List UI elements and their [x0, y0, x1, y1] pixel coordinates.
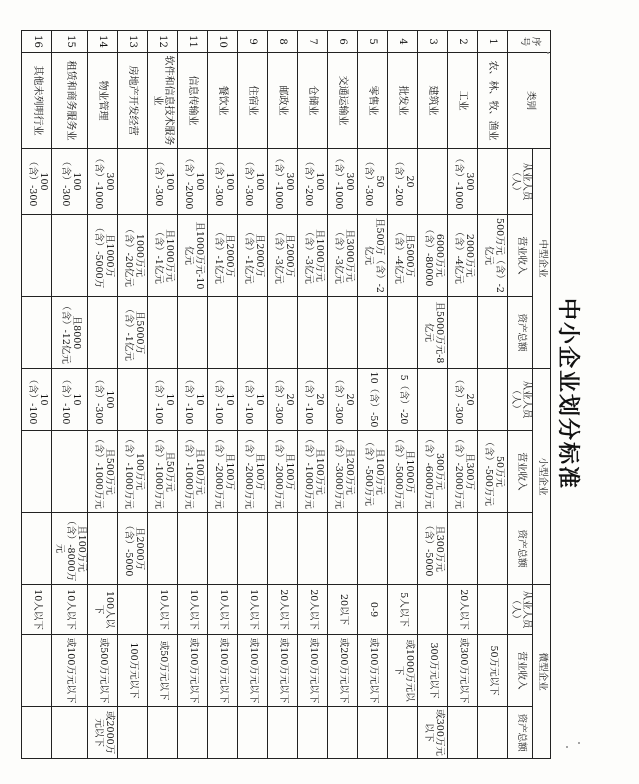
- row-number: 3: [418, 31, 448, 53]
- row-category: 工业: [448, 53, 478, 149]
- micro-employees: 10人以下: [52, 585, 88, 635]
- micro-employees: 5人以下: [388, 585, 418, 635]
- row-category: 餐饮业: [208, 53, 238, 149]
- category-header: 类别: [508, 53, 551, 149]
- micro-employees: [418, 585, 448, 635]
- medium-assets: [148, 297, 178, 369]
- micro-employees: 10人以下: [238, 585, 268, 635]
- row-category: 批发业: [388, 53, 418, 149]
- medium-assets: [178, 297, 208, 369]
- micro-employees-header: 从业人员（人）: [508, 585, 533, 635]
- row-category: 零售业: [358, 53, 388, 149]
- row-category: 物业管理: [88, 53, 118, 149]
- small-revenue: 且200万元（含）-3000万元: [328, 431, 358, 513]
- row-number: 1: [478, 31, 508, 53]
- small-employees-header: 从业人员（人）: [508, 369, 533, 431]
- micro-assets: [328, 707, 358, 759]
- small-assets: [22, 513, 52, 585]
- row-number: 16: [22, 31, 52, 53]
- micro-revenue: 或50万元以下: [148, 635, 178, 707]
- micro-assets: [208, 707, 238, 759]
- medium-assets: [358, 297, 388, 369]
- micro-assets: [268, 707, 298, 759]
- medium-assets: [238, 297, 268, 369]
- table-row: [52, 31, 88, 759]
- table-row: [88, 31, 118, 759]
- table-row: [328, 31, 358, 759]
- small-employees: 10（含）-100: [178, 369, 208, 431]
- scan-speck: [578, 742, 580, 744]
- medium-employees: [478, 149, 508, 215]
- small-assets: 且2000万（含）-5000: [118, 513, 148, 585]
- micro-assets: [118, 707, 148, 759]
- micro-revenue: 100万元以下: [118, 635, 148, 707]
- small-employees: 10（含）-100: [52, 369, 88, 431]
- medium-revenue: 且1000万（含）-5000万: [88, 215, 118, 297]
- row-category: 邮政业: [268, 53, 298, 149]
- medium-employees: 100（含）-2000: [178, 149, 208, 215]
- medium-assets: [478, 297, 508, 369]
- row-category: 租赁和商务服务业: [52, 53, 88, 149]
- medium-revenue: 且3000万元（含）-3亿元: [328, 215, 358, 297]
- classification-table: [21, 30, 551, 759]
- medium-revenue: 且500万（含）-2亿元: [358, 215, 388, 297]
- small-assets: [478, 513, 508, 585]
- small-employees: 10（含）-100: [208, 369, 238, 431]
- small-assets: [148, 513, 178, 585]
- micro-employees: [478, 585, 508, 635]
- row-number: 13: [118, 31, 148, 53]
- small-employees: [118, 369, 148, 431]
- row-number: 2: [448, 31, 478, 53]
- table-row: [118, 31, 148, 759]
- header-row-groups: [533, 31, 551, 759]
- small-header: 小型企业: [533, 369, 551, 585]
- seq-header: 序号: [508, 31, 551, 53]
- small-assets: [388, 513, 418, 585]
- medium-employees: 100（含）-300: [22, 149, 52, 215]
- row-category: 住宿业: [238, 53, 268, 149]
- row-number: 6: [328, 31, 358, 53]
- table-row: [358, 31, 388, 759]
- small-employees: 10（含）-100: [238, 369, 268, 431]
- table-row: [478, 31, 508, 759]
- micro-employees: 10人以下: [148, 585, 178, 635]
- row-number: 5: [358, 31, 388, 53]
- medium-revenue: 且2000万（含）-3亿元: [268, 215, 298, 297]
- small-employees: 5（含）-20: [388, 369, 418, 431]
- table-row: [22, 31, 52, 759]
- small-revenue: 且500万元（含）-1000万元: [88, 431, 118, 513]
- micro-assets-header: 资产总额: [508, 707, 533, 759]
- micro-employees: 10人以下: [208, 585, 238, 635]
- row-category: 交通运输业: [328, 53, 358, 149]
- small-revenue: [22, 431, 52, 513]
- micro-revenue: 或100万元以下: [238, 635, 268, 707]
- small-assets: [88, 513, 118, 585]
- micro-employees: 20人以下: [448, 585, 478, 635]
- small-assets: [358, 513, 388, 585]
- table-row: [298, 31, 328, 759]
- small-revenue: 且50万元（含）-1000万元: [148, 431, 178, 513]
- micro-employees: 100人以下: [88, 585, 118, 635]
- small-employees: 10（含）-100: [22, 369, 52, 431]
- table-row: [418, 31, 448, 759]
- medium-employees: [418, 149, 448, 215]
- micro-employees: 20人以下: [268, 585, 298, 635]
- table-row: [238, 31, 268, 759]
- small-revenue: 300万元（含）-6000万元: [418, 431, 448, 513]
- micro-assets: [52, 707, 88, 759]
- medium-revenue: 且2000万（含）-1亿元: [208, 215, 238, 297]
- small-revenue: 且100万（含）-2000万元: [238, 431, 268, 513]
- medium-employees: [118, 149, 148, 215]
- micro-revenue: 或100万元以下: [52, 635, 88, 707]
- small-assets: [298, 513, 328, 585]
- micro-revenue: 或500万元以下: [88, 635, 118, 707]
- row-number: 12: [148, 31, 178, 53]
- micro-employees: 20人以下: [298, 585, 328, 635]
- medium-revenue: 500万元（含）-2亿元: [478, 215, 508, 297]
- micro-revenue: 或200万元以下: [328, 635, 358, 707]
- document-title: 中小企业划分标准: [555, 297, 581, 490]
- small-employees: 10（含）-50: [358, 369, 388, 431]
- micro-assets: 或300万元以下: [418, 707, 448, 759]
- medium-revenue: 且1000万元-10亿元: [178, 215, 208, 297]
- row-number: 8: [268, 31, 298, 53]
- micro-revenue: 或1000万元以下: [388, 635, 418, 707]
- micro-revenue: 或100万元以下: [268, 635, 298, 707]
- small-assets: 且300万元（含）-5000: [418, 513, 448, 585]
- medium-employees: 20（含）-200: [388, 149, 418, 215]
- row-category: 其他未列明行业: [22, 53, 52, 149]
- small-employees: 20（含）-100: [298, 369, 328, 431]
- row-category: 农、林、牧、渔业: [478, 53, 508, 149]
- medium-employees: 50（含）-300: [358, 149, 388, 215]
- micro-employees: 0-9: [358, 585, 388, 635]
- small-revenue: 且100万（含）-2000万元: [208, 431, 238, 513]
- small-assets: 且100万元（含）-8000万元: [52, 513, 88, 585]
- medium-assets: [448, 297, 478, 369]
- row-category: 软件和信息技术服务业: [148, 53, 178, 149]
- medium-assets: [208, 297, 238, 369]
- medium-assets: [388, 297, 418, 369]
- small-assets: [238, 513, 268, 585]
- small-revenue: 且100万元（含）-1000万元: [298, 431, 328, 513]
- medium-assets: 且5000万（含）-1亿元: [118, 297, 148, 369]
- medium-assets: [22, 297, 52, 369]
- micro-assets: [148, 707, 178, 759]
- small-employees: [478, 369, 508, 431]
- small-employees: 20（含）-300: [328, 369, 358, 431]
- medium-employees: 300（含）-1000: [448, 149, 478, 215]
- micro-revenue-header: 营业收入: [508, 635, 533, 707]
- table-row: [148, 31, 178, 759]
- medium-revenue: 且2000万（含）-1亿元: [238, 215, 268, 297]
- row-number: 9: [238, 31, 268, 53]
- row-number: 7: [298, 31, 328, 53]
- table-row: [448, 31, 478, 759]
- row-category: 信息传输业: [178, 53, 208, 149]
- micro-revenue: 或100万元以下: [208, 635, 238, 707]
- micro-assets: [178, 707, 208, 759]
- micro-assets: 或2000万元以下: [88, 707, 118, 759]
- micro-header: 微型企业: [533, 585, 551, 759]
- micro-assets: [298, 707, 328, 759]
- medium-assets: [328, 297, 358, 369]
- small-revenue: 且300万（含）-2000万元: [448, 431, 478, 513]
- table-row: [178, 31, 208, 759]
- rotated-sheet: [26, 24, 591, 764]
- micro-assets: [448, 707, 478, 759]
- row-category: 仓储业: [298, 53, 328, 149]
- medium-employees: 100（含）-300: [52, 149, 88, 215]
- small-assets: [448, 513, 478, 585]
- medium-employees: 300（含）-1000: [268, 149, 298, 215]
- medium-revenue: 6000万元（含）-80000: [418, 215, 448, 297]
- row-category: 建筑业: [418, 53, 448, 149]
- micro-employees: 20以下: [328, 585, 358, 635]
- small-assets-header: 资产总额: [508, 513, 533, 585]
- row-number: 14: [88, 31, 118, 53]
- micro-revenue: 或100万元以下: [298, 635, 328, 707]
- row-number: 4: [388, 31, 418, 53]
- small-revenue: 且1000万（含）-5000万元: [388, 431, 418, 513]
- medium-employees: 100（含）-300: [238, 149, 268, 215]
- scan-speck: [566, 746, 568, 748]
- small-revenue: 且100万元（含）-500万元: [358, 431, 388, 513]
- scan-speck: [547, 52, 549, 54]
- small-assets: [268, 513, 298, 585]
- micro-assets: [388, 707, 418, 759]
- table-row: [388, 31, 418, 759]
- small-employees: 20（含）-300: [448, 369, 478, 431]
- medium-assets: [268, 297, 298, 369]
- row-number: 11: [178, 31, 208, 53]
- medium-employees: 100（含）-300: [148, 149, 178, 215]
- small-employees: 20（含）-300: [268, 369, 298, 431]
- small-revenue: 且100万（含）-2000万元: [268, 431, 298, 513]
- medium-revenue: [22, 215, 52, 297]
- micro-revenue: 或100万元以下: [178, 635, 208, 707]
- medium-assets: [88, 297, 118, 369]
- medium-revenue-header: 营业收入: [508, 215, 533, 297]
- micro-assets: [238, 707, 268, 759]
- small-revenue: 100万元（含）-1000万元: [118, 431, 148, 513]
- medium-employees: 300（含）-1000: [328, 149, 358, 215]
- medium-header: 中型企业: [533, 149, 551, 369]
- small-assets: [208, 513, 238, 585]
- micro-revenue: 50万元以下: [478, 635, 508, 707]
- table-row: [268, 31, 298, 759]
- row-category: 房地产开发经营: [118, 53, 148, 149]
- micro-revenue: 300万元以下: [418, 635, 448, 707]
- medium-revenue: 且5000万（含）-4亿元: [388, 215, 418, 297]
- small-employees: 10（含）-100: [148, 369, 178, 431]
- small-revenue-header: 营业收入: [508, 431, 533, 513]
- medium-assets: [298, 297, 328, 369]
- small-employees: 100（含）-300: [88, 369, 118, 431]
- medium-assets: 且8000（含）-12亿元: [52, 297, 88, 369]
- medium-revenue: 且1000万元（含）-3亿元: [298, 215, 328, 297]
- table-row: [208, 31, 238, 759]
- micro-employees: 10人以下: [22, 585, 52, 635]
- medium-employees: 100（含）-200: [298, 149, 328, 215]
- medium-revenue: [52, 215, 88, 297]
- medium-revenue: 1000万元（含）-20亿元: [118, 215, 148, 297]
- medium-revenue: 2000万元（含）-4亿元: [448, 215, 478, 297]
- micro-employees: [118, 585, 148, 635]
- small-revenue: 且100万元（含）-1000万元: [178, 431, 208, 513]
- small-assets: [178, 513, 208, 585]
- medium-assets: 且5000万元-8亿元: [418, 297, 448, 369]
- small-revenue: [52, 431, 88, 513]
- medium-revenue: 且1000万元（含）-1亿元: [148, 215, 178, 297]
- row-number: 10: [208, 31, 238, 53]
- medium-employees: 300（含）-1000: [88, 149, 118, 215]
- micro-assets: [22, 707, 52, 759]
- small-assets: [328, 513, 358, 585]
- micro-revenue: 或100万元以下: [358, 635, 388, 707]
- medium-employees: 100（含）-300: [208, 149, 238, 215]
- micro-assets: [358, 707, 388, 759]
- micro-assets: [478, 707, 508, 759]
- micro-revenue: [22, 635, 52, 707]
- small-employees: [418, 369, 448, 431]
- medium-employees-header: 从业人员（人）: [508, 149, 533, 215]
- micro-revenue: 或300万元以下: [448, 635, 478, 707]
- micro-employees: 10人以下: [178, 585, 208, 635]
- small-revenue: 50万元（含）-500万元: [478, 431, 508, 513]
- medium-assets-header: 资产总额: [508, 297, 533, 369]
- row-number: 15: [52, 31, 88, 53]
